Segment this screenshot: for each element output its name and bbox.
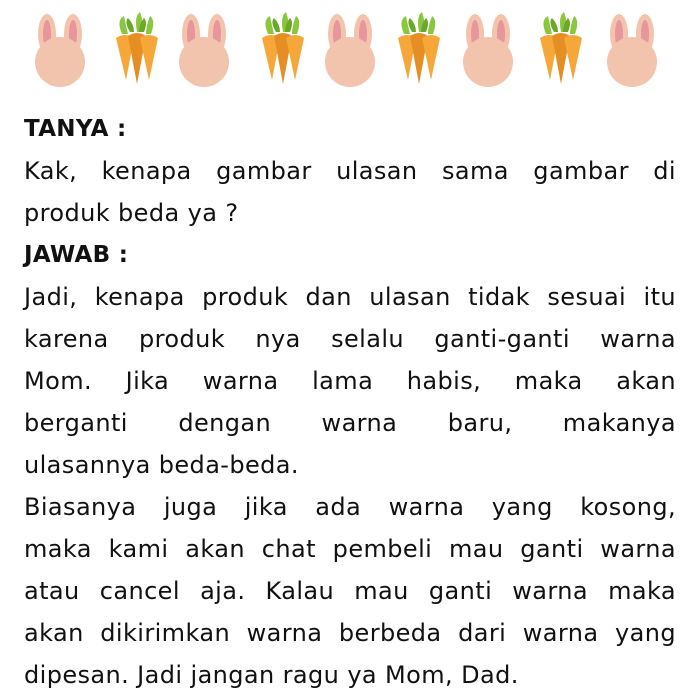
- answer-line: karena produk nya selalu ganti-ganti warna: [24, 325, 676, 353]
- answer-line: Jadi, kenapa produk dan ulasan tidak sesuai itu: [24, 283, 676, 311]
- decorative-header: [28, 12, 668, 88]
- answer-line: berganti dengan warna baru, makanya: [24, 409, 676, 437]
- bunny-face-icon: [318, 12, 384, 88]
- qa-content: [24, 108, 676, 696]
- answer-line: ulasannya beda-beda.: [24, 451, 299, 479]
- question-heading: TANYA :: [24, 116, 127, 142]
- bunny-face-icon: [600, 12, 666, 88]
- answer-line: Biasanya juga jika ada warna yang kosong,: [24, 493, 676, 521]
- carrot-bunch-icon: [528, 12, 594, 88]
- bunny-face-icon: [172, 12, 238, 88]
- answer-line: akan dikirimkan warna berbeda dari warna yang: [24, 619, 676, 647]
- bunny-face-icon: [28, 12, 94, 88]
- answer-heading: JAWAB :: [24, 242, 129, 268]
- carrot-bunch-icon: [386, 12, 452, 88]
- bunny-face-icon: [456, 12, 522, 88]
- carrot-bunch-icon: [250, 12, 316, 88]
- answer-line: Mom. Jika warna lama habis, maka akan: [24, 367, 676, 395]
- question-line: Kak, kenapa gambar ulasan sama gambar di: [24, 157, 676, 185]
- answer-line: maka kami akan chat pembeli mau ganti warna: [24, 535, 676, 563]
- answer-line: atau cancel aja. Kalau mau ganti warna maka: [24, 577, 676, 605]
- question-line: produk beda ya ?: [24, 199, 239, 227]
- answer-line: dipesan. Jadi jangan ragu ya Mom, Dad.: [24, 661, 519, 689]
- carrot-bunch-icon: [104, 12, 170, 88]
